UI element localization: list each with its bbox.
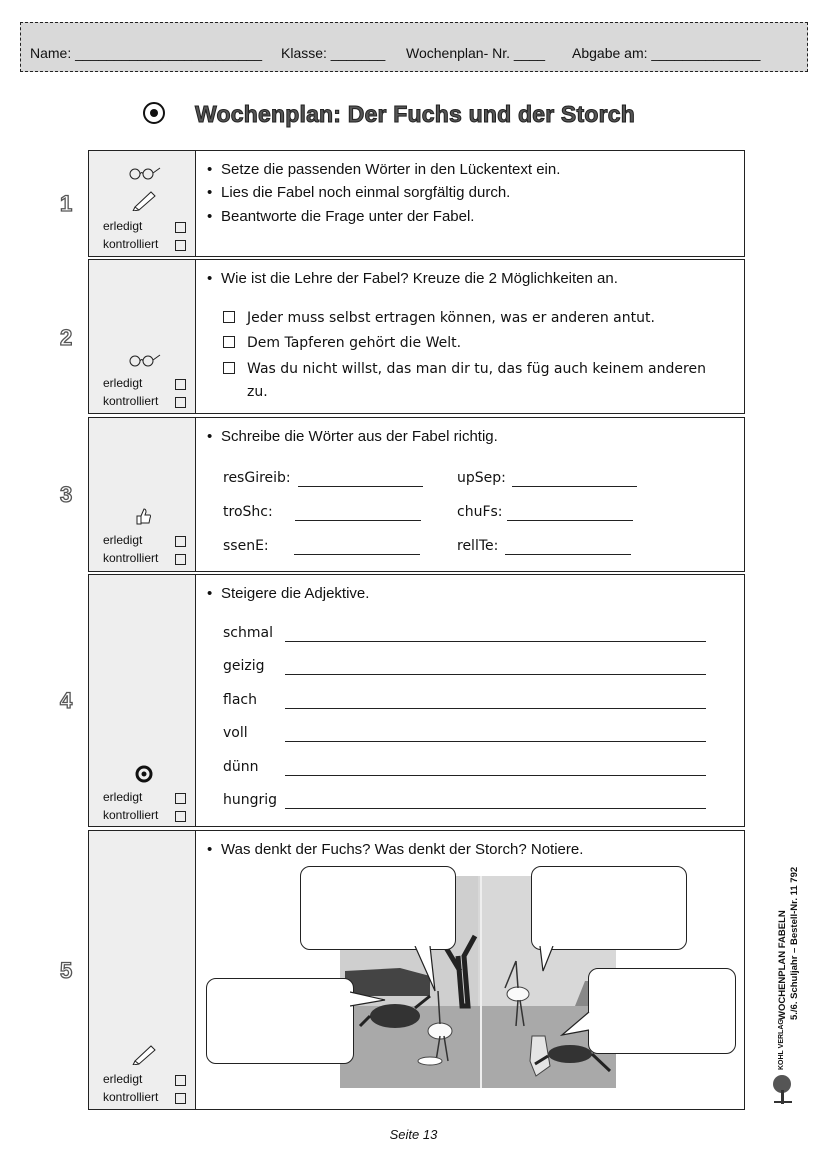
due-date-field[interactable]: Abgabe am: ______________ <box>572 45 761 61</box>
done-checkbox[interactable] <box>175 379 186 390</box>
adjective: hungrig <box>223 792 278 808</box>
page-title: Wochenplan: Der Fuchs und der Storch <box>195 101 635 127</box>
target-icon <box>143 102 165 124</box>
answer-line[interactable] <box>507 520 633 521</box>
task-item: • Schreibe die Wörter aus der Fabel richtig. <box>207 428 498 445</box>
answer-line[interactable] <box>285 641 706 642</box>
checked-checkbox[interactable] <box>175 554 186 565</box>
answer-line[interactable] <box>285 775 706 776</box>
done-checkbox[interactable] <box>175 793 186 804</box>
done-checkbox[interactable] <box>175 222 186 233</box>
speech-bubble-tail <box>410 946 440 996</box>
weekplan-number-field[interactable]: Wochenplan- Nr. ____ <box>406 45 546 61</box>
checked-label: kontrolliert <box>103 551 159 565</box>
answer-line[interactable] <box>295 520 421 521</box>
answer-line[interactable] <box>285 708 706 709</box>
scrambled-word: ssenE: <box>223 538 269 554</box>
answer-line[interactable] <box>298 486 423 487</box>
speech-bubble-tail <box>350 990 390 1010</box>
option-checkbox[interactable] <box>223 362 235 374</box>
done-label: erledigt <box>103 790 143 804</box>
row-number: 5 <box>60 958 73 983</box>
option-checkbox[interactable] <box>223 336 235 348</box>
glasses-icon <box>127 352 161 368</box>
answer-line[interactable] <box>294 554 420 555</box>
answer-line[interactable] <box>285 808 706 809</box>
task-item: • Setze die passenden Wörter in den Lückentext ein. <box>207 161 560 178</box>
done-checkbox[interactable] <box>175 536 186 547</box>
publisher-logo-tree <box>768 1072 798 1106</box>
target-icon <box>135 765 153 783</box>
scrambled-word: rellTe: <box>457 538 499 554</box>
option-item: Jeder muss selbst ertragen können, was er anderen antut. <box>223 307 727 330</box>
adjective: flach <box>223 692 257 708</box>
sidebar-series: WOCHENPLAN FABELN <box>777 910 788 1020</box>
option-item: Dem Tapferen gehört die Welt. <box>223 332 727 355</box>
option-checkbox[interactable] <box>223 311 235 323</box>
answer-line[interactable] <box>285 674 706 675</box>
checked-label: kontrolliert <box>103 808 159 822</box>
checked-label: kontrolliert <box>103 237 159 251</box>
row-number: 4 <box>60 688 73 713</box>
adjective: schmal <box>223 625 273 641</box>
task-row-2 <box>88 259 745 414</box>
speech-bubble-tail <box>535 946 565 976</box>
done-label: erledigt <box>103 533 143 547</box>
task-row-3 <box>88 417 745 572</box>
status-box <box>103 374 158 410</box>
done-label: erledigt <box>103 219 143 233</box>
checked-checkbox[interactable] <box>175 811 186 822</box>
scrambled-word: upSep: <box>457 470 506 486</box>
glasses-icon <box>127 165 161 181</box>
publisher-logo: KOHL VERLAG <box>778 1019 785 1070</box>
status-box <box>103 531 158 567</box>
task-item: • Lies die Fabel noch einmal sorgfältig durch. <box>207 184 510 201</box>
fox-thought-bubble-2[interactable] <box>206 978 354 1064</box>
answer-line[interactable] <box>285 741 706 742</box>
pen-icon <box>131 1043 159 1065</box>
stork-thought-bubble[interactable] <box>531 866 687 950</box>
checked-label: kontrolliert <box>103 1090 159 1104</box>
task-item: • Steigere die Adjektive. <box>207 585 369 602</box>
option-item: Was du nicht willst, das man dir tu, das füg auch keinem anderen zu. <box>223 358 727 404</box>
done-label: erledigt <box>103 1072 143 1086</box>
stork-thought-bubble-2[interactable] <box>588 968 736 1054</box>
scrambled-word: chuFs: <box>457 504 503 520</box>
pen-icon <box>131 189 159 211</box>
status-box <box>103 217 158 253</box>
status-box <box>103 1070 158 1106</box>
task-item: • Wie ist die Lehre der Fabel? Kreuze die 2 Möglichkeiten an. <box>207 270 618 287</box>
task-meta-5 <box>89 831 196 1109</box>
scrambled-word: troShc: <box>223 504 273 520</box>
checked-checkbox[interactable] <box>175 397 186 408</box>
name-field[interactable]: Name: ________________________ <box>30 45 262 61</box>
row-number: 3 <box>60 482 73 507</box>
checked-checkbox[interactable] <box>175 240 186 251</box>
done-checkbox[interactable] <box>175 1075 186 1086</box>
class-field[interactable]: Klasse: _______ <box>281 45 386 61</box>
status-box <box>103 788 158 824</box>
row-number: 2 <box>60 325 73 350</box>
checked-checkbox[interactable] <box>175 1093 186 1104</box>
answer-line[interactable] <box>512 486 637 487</box>
task-item: • Beantworte die Frage unter der Fabel. <box>207 208 474 225</box>
task-item: • Was denkt der Fuchs? Was denkt der Storch? Notiere. <box>207 841 583 858</box>
task-row-4 <box>88 574 745 827</box>
adjective: voll <box>223 725 248 741</box>
checked-label: kontrolliert <box>103 394 159 408</box>
student-info-header <box>20 22 808 72</box>
adjective: geizig <box>223 658 265 674</box>
done-label: erledigt <box>103 376 143 390</box>
row-number: 1 <box>60 191 73 216</box>
task-row-1 <box>88 150 745 257</box>
fox-thought-bubble[interactable] <box>300 866 456 950</box>
adjective: dünn <box>223 759 259 775</box>
page-number: Seite 13 <box>389 1127 438 1142</box>
sidebar-order-number: 5./6. Schuljahr – Bestell-Nr. 11 792 <box>789 866 800 1020</box>
answer-line[interactable] <box>505 554 631 555</box>
speech-bubble-tail <box>560 1010 590 1040</box>
thumbs-up-icon <box>133 506 153 526</box>
scrambled-word: resGireib: <box>223 470 291 486</box>
